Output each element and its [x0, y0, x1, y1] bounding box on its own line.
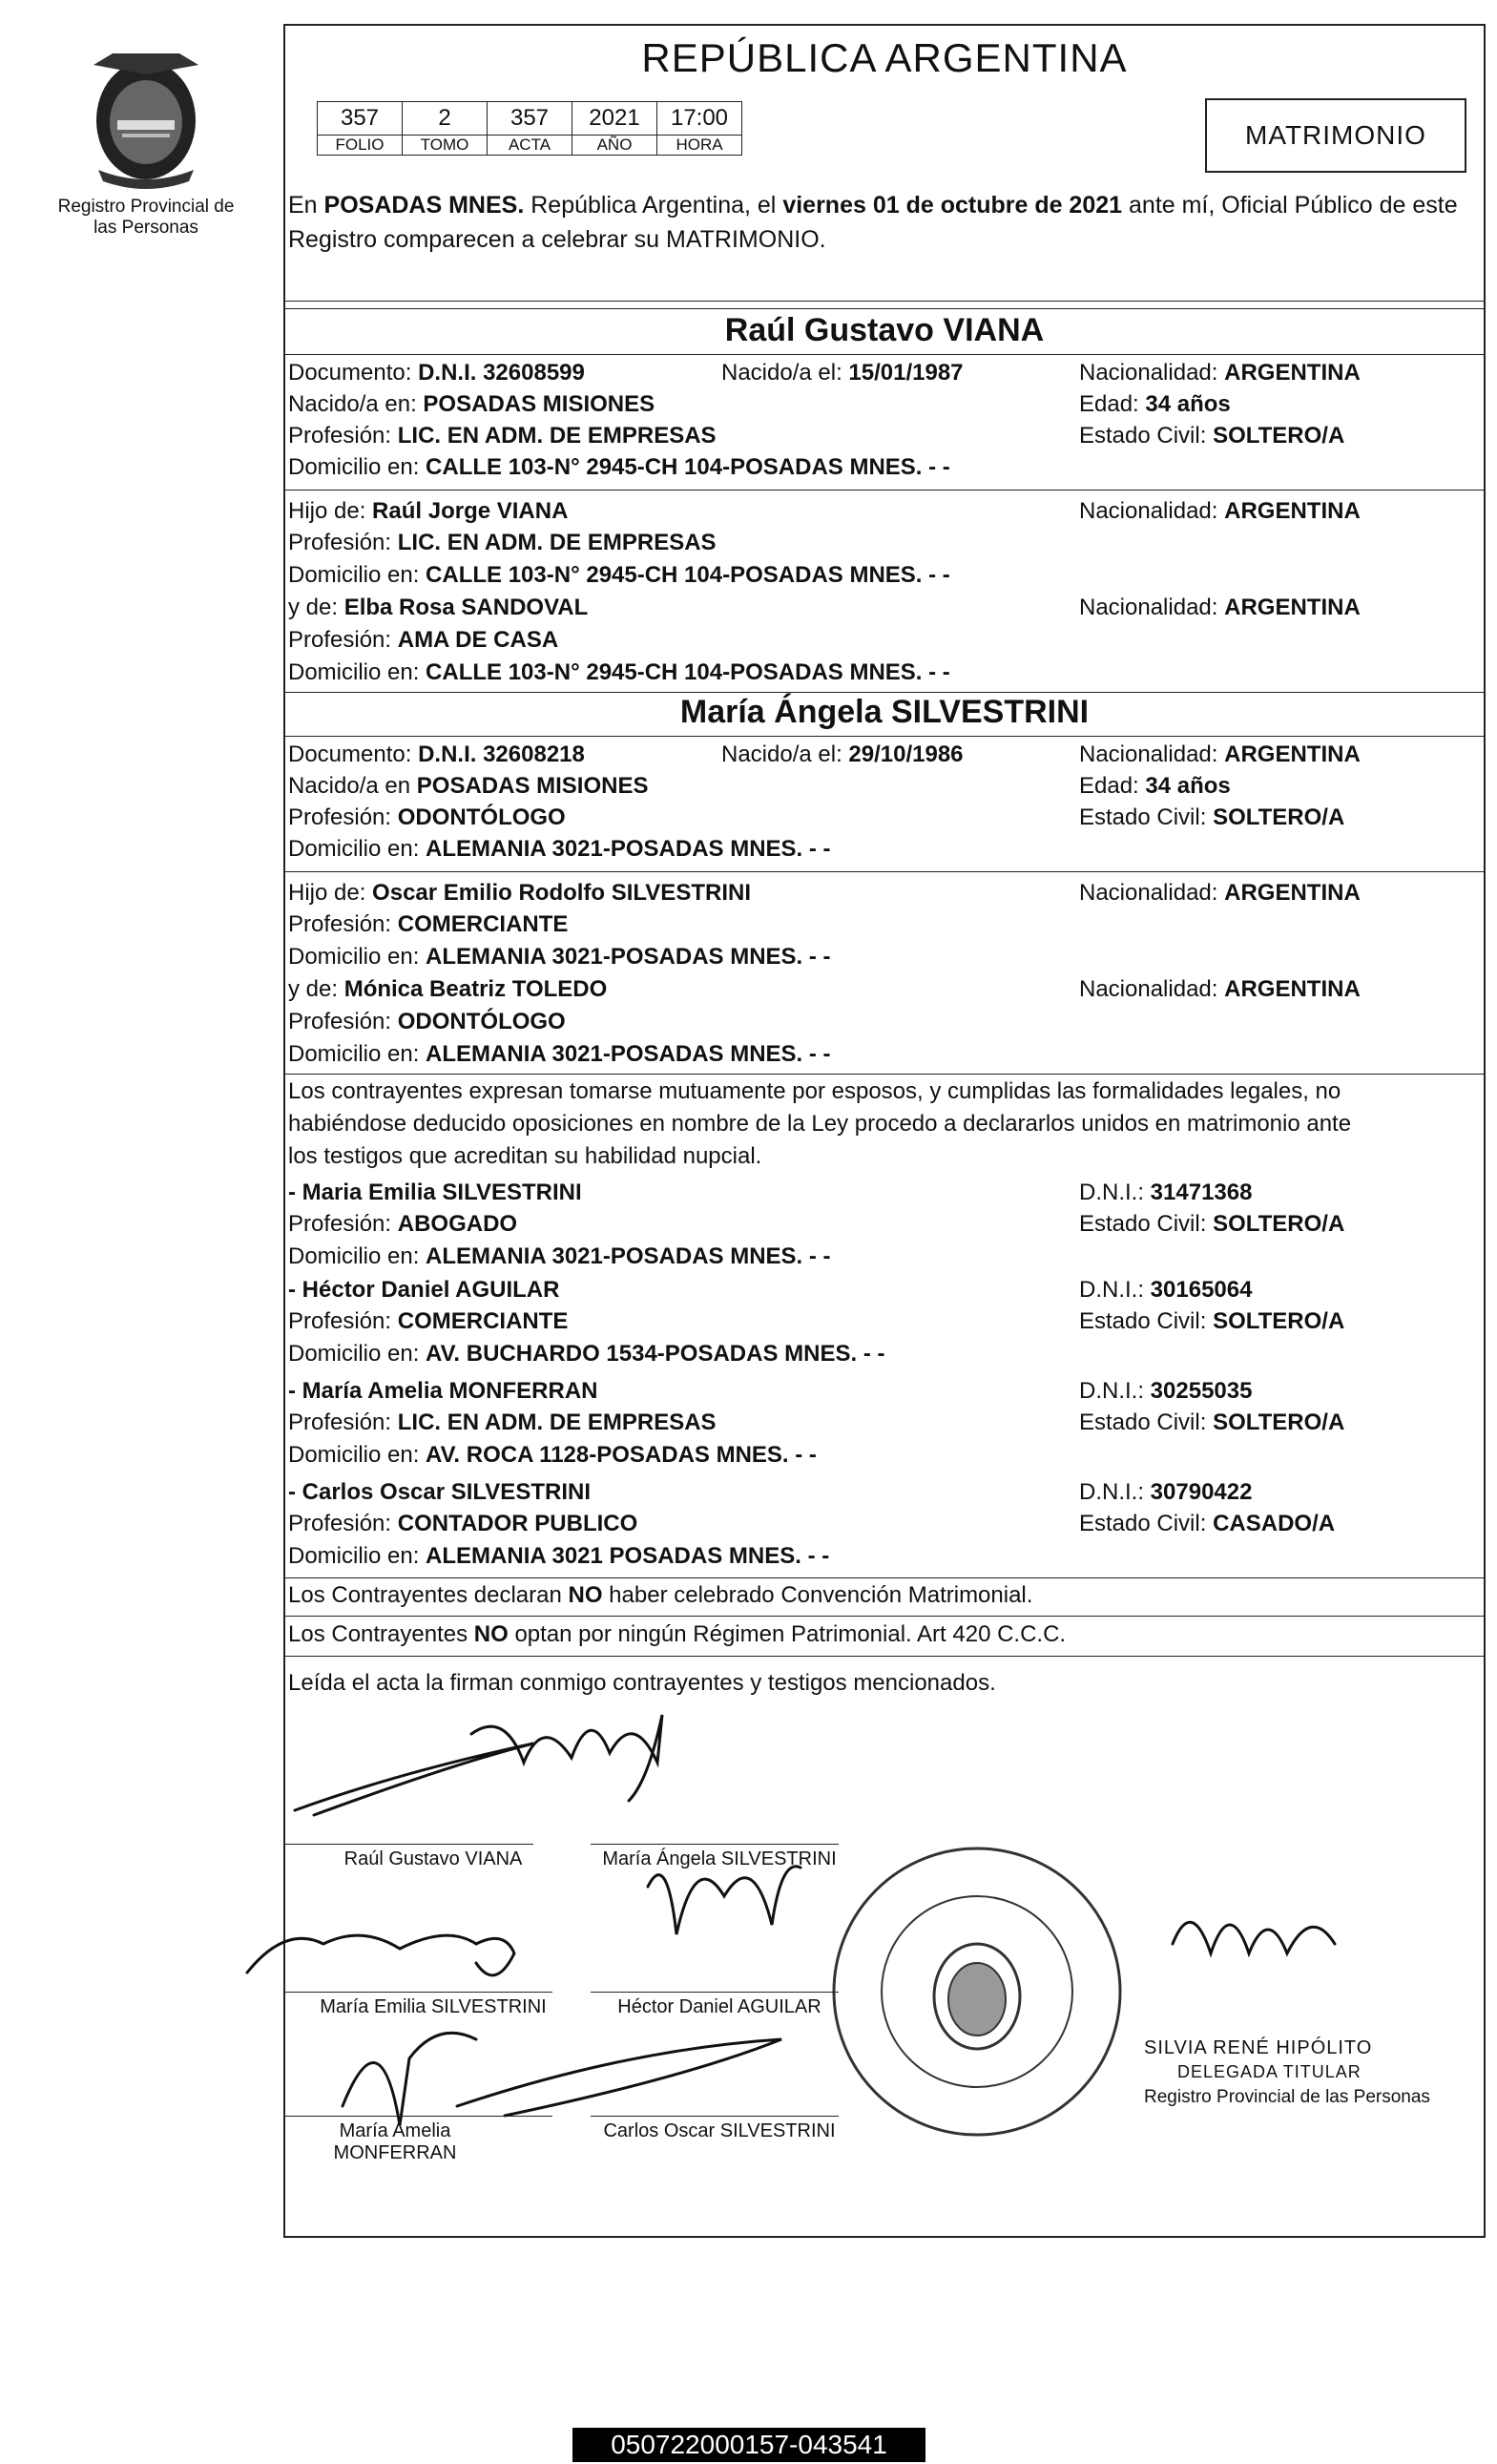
official-organization: Registro Provincial de las Personas: [1144, 2087, 1430, 2107]
spouse1-civil-status: Estado Civil: SOLTERO/A: [1079, 423, 1345, 449]
signature-label-raul: Raúl Gustavo VIANA: [343, 1848, 523, 1869]
witness4-name: - Carlos Oscar SILVESTRINI: [288, 1479, 591, 1505]
spouse2-address: Domicilio en: ALEMANIA 3021-POSADAS MNES. - -: [288, 836, 831, 862]
divider: [285, 301, 1484, 302]
spouse1-age: Edad: 34 años: [1079, 391, 1231, 417]
closing-statement: Leída el acta la firman conmigo contrayentes y testigos mencionados.: [288, 1670, 996, 1696]
folio-label: FOLIO: [318, 136, 403, 156]
hour-value: 17:00: [657, 102, 742, 136]
witness2-dni: D.N.I.: 30165064: [1079, 1277, 1253, 1303]
spouse2-birthdate: Nacido/a el: 29/10/1986: [721, 741, 964, 767]
spouse2-father: Hijo de: Oscar Emilio Rodolfo SILVESTRINI: [288, 880, 751, 906]
acta-value: 357: [488, 102, 572, 136]
signature-line: [285, 1992, 552, 1993]
witness4-address: Domicilio en: ALEMANIA 3021 POSADAS MNES. - -: [288, 1543, 830, 1569]
signature-amelia: [343, 2033, 476, 2125]
spouse2-nationality: Nacionalidad: ARGENTINA: [1079, 741, 1361, 767]
signature-label-amelia: María Amelia MONFERRAN: [333, 2120, 457, 2163]
year-label: AÑO: [572, 136, 657, 156]
divider: [285, 308, 1484, 309]
spouse2-father-address: Domicilio en: ALEMANIA 3021-POSADAS MNES. - -: [288, 944, 831, 970]
spouse1-father-address: Domicilio en: CALLE 103-N° 2945-CH 104-POSADAS MNES. - -: [288, 562, 950, 588]
tomo-label: TOMO: [403, 136, 488, 156]
spouse1-mother-profession: Profesión: AMA DE CASA: [288, 627, 559, 653]
signature-line: [285, 2116, 552, 2117]
signature-raul: [295, 1744, 533, 1815]
witness1-dni: D.N.I.: 31471368: [1079, 1180, 1253, 1205]
official-role: DELEGADA TITULAR: [1177, 2062, 1362, 2081]
spouse2-mother-address: Domicilio en: ALEMANIA 3021-POSADAS MNES. - -: [288, 1041, 831, 1067]
spouse1-father-profession: Profesión: LIC. EN ADM. DE EMPRESAS: [288, 530, 717, 555]
witness1-civil-status: Estado Civil: SOLTERO/A: [1079, 1211, 1345, 1237]
spouse1-mother-address: Domicilio en: CALLE 103-N° 2945-CH 104-POSADAS MNES. - -: [288, 659, 950, 685]
witness2-civil-status: Estado Civil: SOLTERO/A: [1079, 1308, 1345, 1334]
witness2-profession: Profesión: COMERCIANTE: [288, 1308, 569, 1334]
act-type-box: MATRIMONIO: [1205, 98, 1466, 173]
spouse2-mother: y de: Mónica Beatriz TOLEDO: [288, 976, 608, 1002]
convention-statement: Los Contrayentes declaran NO haber celebrado Convención Matrimonial.: [288, 1582, 1033, 1608]
signature-official: [1173, 1922, 1335, 1953]
divider: [285, 736, 1484, 737]
official-name: SILVIA RENÉ HIPÓLITO: [1144, 2037, 1373, 2058]
year-value: 2021: [572, 102, 657, 136]
signature-line: [591, 1992, 839, 1993]
acta-label: ACTA: [488, 136, 572, 156]
spouse1-father: Hijo de: Raúl Jorge VIANA: [288, 498, 569, 524]
witness3-dni: D.N.I.: 30255035: [1079, 1378, 1253, 1404]
tomo-value: 2: [403, 102, 488, 136]
spouse1-nationality: Nacionalidad: ARGENTINA: [1079, 360, 1361, 386]
witness1-profession: Profesión: ABOGADO: [288, 1211, 518, 1237]
spouse2-profession: Profesión: ODONTÓLOGO: [288, 804, 566, 830]
spouse1-address: Domicilio en: CALLE 103-N° 2945-CH 104-POSADAS MNES. - -: [288, 454, 950, 480]
spouse1-mother-nationality: Nacionalidad: ARGENTINA: [1079, 595, 1361, 620]
divider: [285, 1616, 1484, 1617]
regime-statement: Los Contrayentes NO optan por ningún Régimen Patrimonial. Art 420 C.C.C.: [288, 1621, 1067, 1647]
witness3-profession: Profesión: LIC. EN ADM. DE EMPRESAS: [288, 1409, 717, 1435]
divider: [285, 1577, 1484, 1578]
signature-carlos: [457, 2039, 781, 2116]
divider: [285, 692, 1484, 693]
signature-label-maria-angela: María Ángela SILVESTRINI: [602, 1848, 837, 1869]
signature-hector: [648, 1867, 800, 1934]
signature-line: [285, 1844, 533, 1845]
witness4-dni: D.N.I.: 30790422: [1079, 1479, 1253, 1505]
signature-line: [591, 2116, 839, 2117]
spouse2-father-profession: Profesión: COMERCIANTE: [288, 911, 569, 937]
spouse1-birthplace: Nacido/a en: POSADAS MISIONES: [288, 391, 655, 417]
spouse1-document: Documento: D.N.I. 32608599: [288, 360, 585, 386]
witness3-civil-status: Estado Civil: SOLTERO/A: [1079, 1409, 1345, 1435]
registry-name: Registro Provincial de las Personas: [57, 197, 235, 238]
declaration-line: habiéndose deducido oposiciones en nombre de la Ley procedo a declararlos unidos en matrimonio ante: [288, 1111, 1352, 1137]
official-stamp: [834, 1848, 1120, 2135]
declaration-line: Los contrayentes expresan tomarse mutuamente por esposos, y cumplidas las formalidades legales, no: [288, 1078, 1341, 1104]
divider: [285, 490, 1484, 491]
signature-emilia: [247, 1935, 514, 1975]
spouse2-document: Documento: D.N.I. 32608218: [288, 741, 585, 767]
witness3-name: - María Amelia MONFERRAN: [288, 1378, 598, 1404]
spouse1-name: Raúl Gustavo VIANA: [724, 312, 1045, 348]
hour-label: HORA: [657, 136, 742, 156]
spouse2-age: Edad: 34 años: [1079, 773, 1231, 799]
signature-maria-angela: [471, 1715, 662, 1801]
spouse1-mother: y de: Elba Rosa SANDOVAL: [288, 595, 589, 620]
spouse1-father-nationality: Nacionalidad: ARGENTINA: [1079, 498, 1361, 524]
signature-label-carlos: Carlos Oscar SILVESTRINI: [603, 2120, 836, 2141]
signature-line: [591, 1844, 839, 1845]
witness2-name: - Héctor Daniel AGUILAR: [288, 1277, 560, 1303]
divider: [285, 1074, 1484, 1075]
spouse2-civil-status: Estado Civil: SOLTERO/A: [1079, 804, 1345, 830]
divider: [285, 1656, 1484, 1657]
document-code: 050722000157-043541: [572, 2428, 925, 2462]
spouse2-father-nationality: Nacionalidad: ARGENTINA: [1079, 880, 1361, 906]
witness4-civil-status: Estado Civil: CASADO/A: [1079, 1511, 1336, 1536]
witness1-address: Domicilio en: ALEMANIA 3021-POSADAS MNES. - -: [288, 1243, 831, 1269]
registry-logo: [55, 46, 237, 239]
divider: [285, 871, 1484, 872]
signature-label-hector: Héctor Daniel AGUILAR: [617, 1996, 821, 2017]
divider: [285, 354, 1484, 355]
spouse2-mother-nationality: Nacionalidad: ARGENTINA: [1079, 976, 1361, 1002]
intro-paragraph: En POSADAS MNES. República Argentina, el viernes 01 de octubre de 2021 ante mí, Oficial Público de este Registro comparecen a celebrar su MATRIMONIO.: [288, 192, 1458, 253]
folio-value: 357: [318, 102, 403, 136]
spouse2-name: María Ángela SILVESTRINI: [679, 694, 1090, 730]
witness2-address: Domicilio en: AV. BUCHARDO 1534-POSADAS MNES. - -: [288, 1341, 885, 1367]
spouse1-birthdate: Nacido/a el: 15/01/1987: [721, 360, 964, 386]
spouse2-birthplace: Nacido/a en POSADAS MISIONES: [288, 773, 649, 799]
signature-label-emilia: María Emilia SILVESTRINI: [320, 1996, 547, 2017]
witness3-address: Domicilio en: AV. ROCA 1128-POSADAS MNES. - -: [288, 1442, 817, 1468]
reference-table: [317, 101, 742, 156]
witness1-name: - Maria Emilia SILVESTRINI: [288, 1180, 582, 1205]
country-title: REPÚBLICA ARGENTINA: [641, 35, 1128, 80]
spouse2-mother-profession: Profesión: ODONTÓLOGO: [288, 1009, 566, 1034]
province-seal-icon: [74, 46, 218, 189]
marriage-certificate: [283, 24, 1486, 2238]
declaration-line: los testigos que acreditan su habilidad nupcial.: [288, 1143, 762, 1169]
spouse1-profession: Profesión: LIC. EN ADM. DE EMPRESAS: [288, 423, 717, 449]
witness4-profession: Profesión: CONTADOR PUBLICO: [288, 1511, 638, 1536]
